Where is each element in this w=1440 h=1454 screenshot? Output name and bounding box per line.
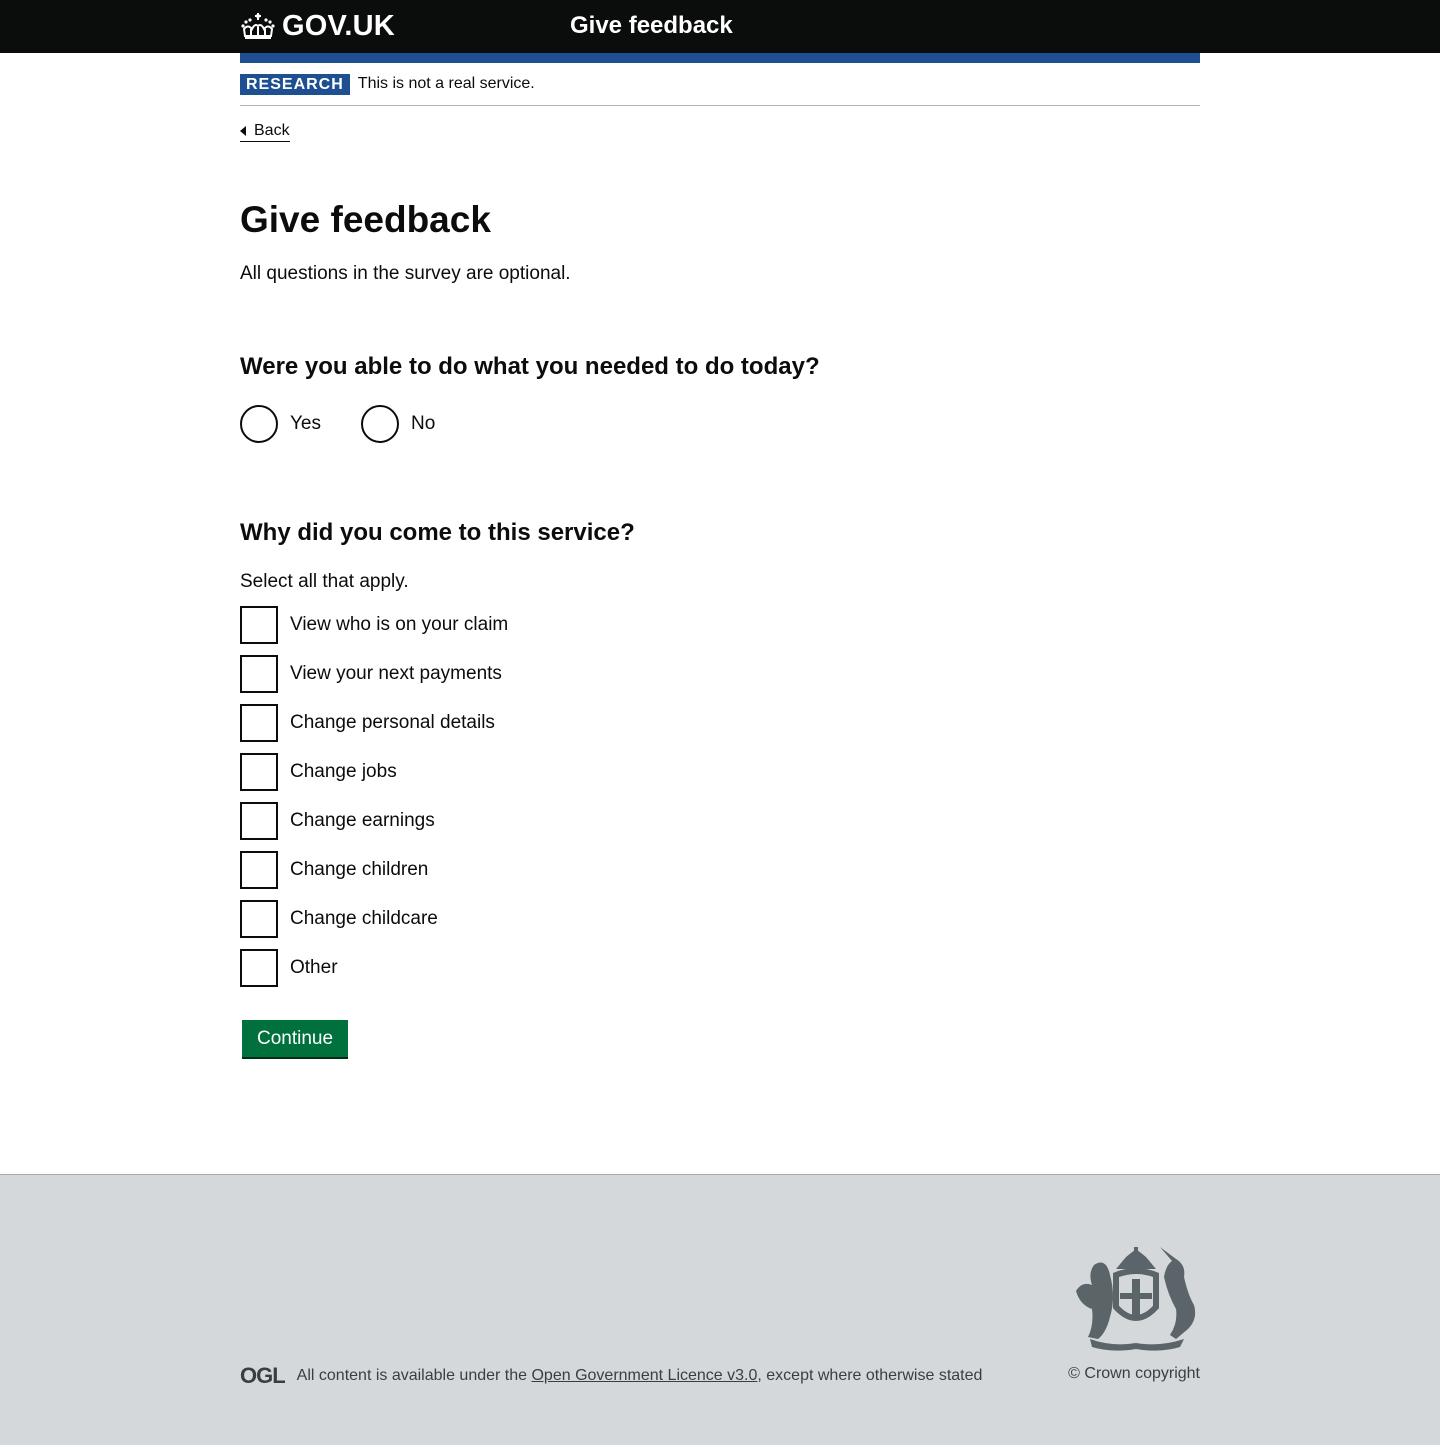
radio-group <box>240 405 1200 443</box>
radio-label: Yes <box>290 412 321 434</box>
checkbox-label: Other <box>290 956 338 978</box>
crown-copyright-link[interactable]: © Crown copyright <box>1068 1364 1200 1382</box>
checkbox-view-who-on-claim[interactable] <box>240 606 1200 644</box>
checkbox-view-next-payments[interactable] <box>240 655 1200 693</box>
service-name-link[interactable]: Give feedback <box>570 12 733 39</box>
phase-banner <box>240 63 1200 106</box>
checkbox-label: Change earnings <box>290 809 435 831</box>
question-2-hint: Select all that apply. <box>240 570 409 592</box>
ogl-logo-icon: OGL <box>240 1362 285 1388</box>
checkbox-square-icon[interactable] <box>240 949 278 987</box>
header-blue-bar <box>240 53 1200 63</box>
back-link-label: Back <box>254 122 290 139</box>
page-title: Give feedback <box>240 199 491 240</box>
checkbox-label: View who is on your claim <box>290 613 509 635</box>
back-link[interactable] <box>240 122 290 142</box>
triangle-left-icon <box>240 126 246 136</box>
checkbox-square-icon[interactable] <box>240 753 278 791</box>
site-footer <box>0 1174 1440 1445</box>
checkbox-square-icon[interactable] <box>240 900 278 938</box>
question-1-legend: Were you able to do what you needed to do today? <box>240 352 820 380</box>
checkbox-square-icon[interactable] <box>240 704 278 742</box>
checkbox-label: View your next payments <box>290 662 502 684</box>
checkbox-change-jobs[interactable] <box>240 753 1200 791</box>
question-2-legend: Why did you come to this service? <box>240 518 635 546</box>
checkbox-label: Change children <box>290 858 429 880</box>
checkbox-other[interactable] <box>240 949 1200 987</box>
radio-circle-icon[interactable] <box>240 405 278 443</box>
crown-icon <box>240 12 276 42</box>
phase-tag: RESEARCH <box>240 74 350 95</box>
checkbox-label: Change personal details <box>290 711 495 733</box>
licence-suffix: , except where otherwise stated <box>757 1366 983 1384</box>
main-container <box>240 53 1200 1057</box>
radio-circle-icon[interactable] <box>361 405 399 443</box>
radio-yes[interactable] <box>240 405 321 443</box>
licence-prefix: All content is available under the <box>296 1366 532 1384</box>
checkbox-change-children[interactable] <box>240 851 1200 889</box>
checkbox-change-earnings[interactable] <box>240 802 1200 840</box>
checkbox-square-icon[interactable] <box>240 802 278 840</box>
checkbox-square-icon[interactable] <box>240 655 278 693</box>
continue-button[interactable]: Continue <box>242 1020 348 1057</box>
licence-text <box>297 1367 983 1385</box>
checkbox-square-icon[interactable] <box>240 851 278 889</box>
checkbox-square-icon[interactable] <box>240 606 278 644</box>
open-government-licence-link[interactable]: Open Government Licence v3.0 <box>531 1366 758 1384</box>
page-lead: All questions in the survey are optional. <box>240 262 571 284</box>
licence-section <box>240 1363 982 1389</box>
checkbox-change-childcare[interactable] <box>240 900 1200 938</box>
govuk-logo-text: GOV.UK <box>282 10 395 42</box>
radio-label: No <box>411 412 436 434</box>
question-1-fieldset <box>240 285 1200 443</box>
govuk-logo-link[interactable] <box>240 10 395 43</box>
site-header <box>0 0 1440 53</box>
radio-no[interactable] <box>361 405 435 443</box>
question-2-fieldset <box>240 443 1200 998</box>
checkbox-label: Change childcare <box>290 907 438 929</box>
royal-coat-of-arms-icon <box>1072 1247 1200 1353</box>
checkbox-group <box>240 606 1200 987</box>
checkbox-change-personal-details[interactable] <box>240 704 1200 742</box>
checkbox-label: Change jobs <box>290 760 397 782</box>
phase-banner-text: This is not a real service. <box>357 75 535 92</box>
